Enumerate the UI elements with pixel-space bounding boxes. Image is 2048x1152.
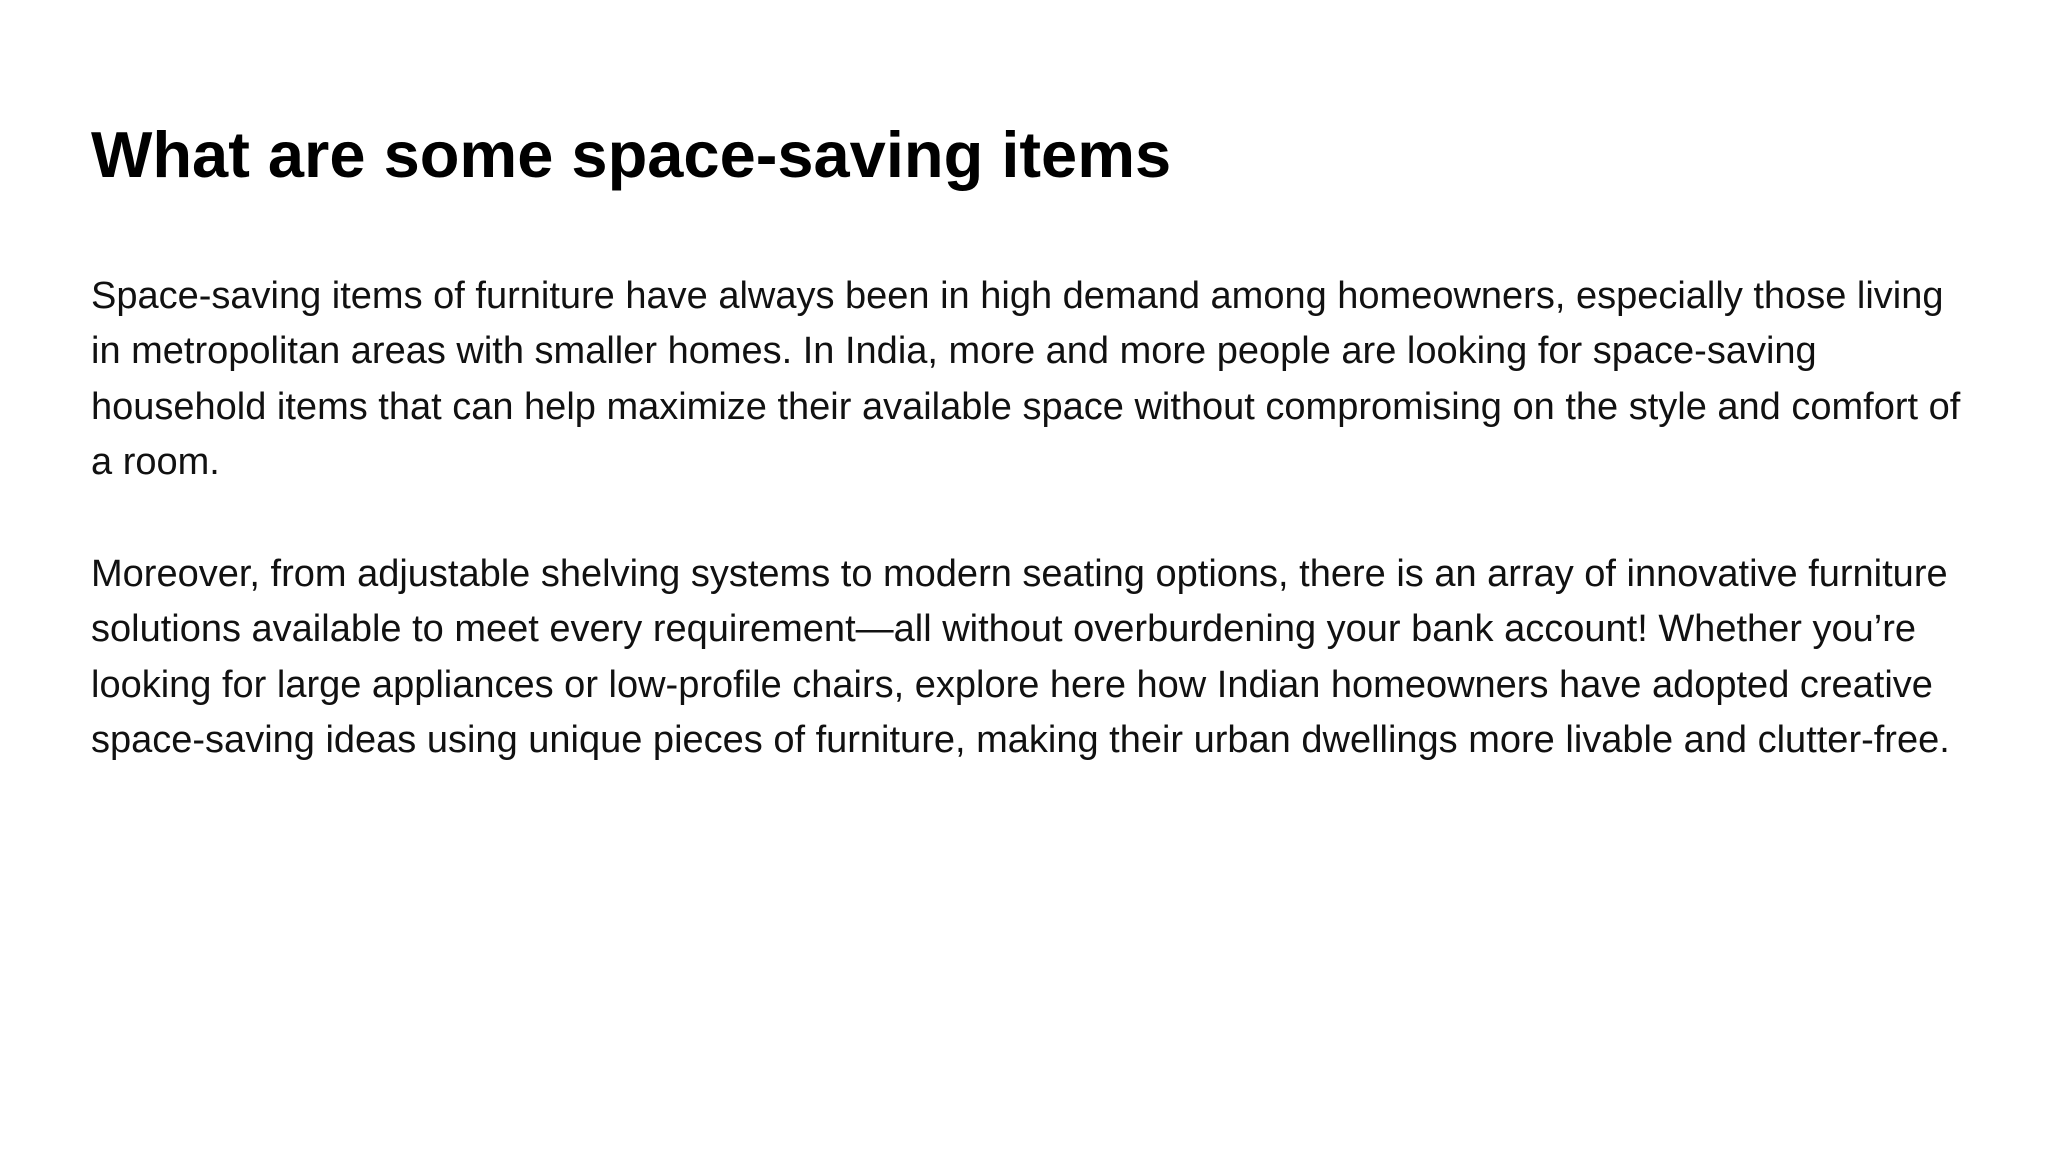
page-title: What are some space-saving items <box>91 118 1172 191</box>
document-content <box>91 118 1971 769</box>
body-paragraph-2: Moreover, from adjustable shelving systems to modern seating options, there is an array of innovative furniture solutions available to meet every requirement—all without overburdening your bank account! Whether you’re looking for large appliances or low-profile chairs, explore here how Indian homeowners have adopted creative space-saving ideas using unique pieces of furniture, making their urban dwellings more livable and clutter-free. <box>91 552 1950 762</box>
body-paragraph-1: Space-saving items of furniture have always been in high demand among homeowners, especially those living in metropolitan areas with smaller homes. In India, more and more people are looking for space-saving household items that can help maximize their available space without compromising on the style and comfort of a room. <box>91 274 1961 484</box>
